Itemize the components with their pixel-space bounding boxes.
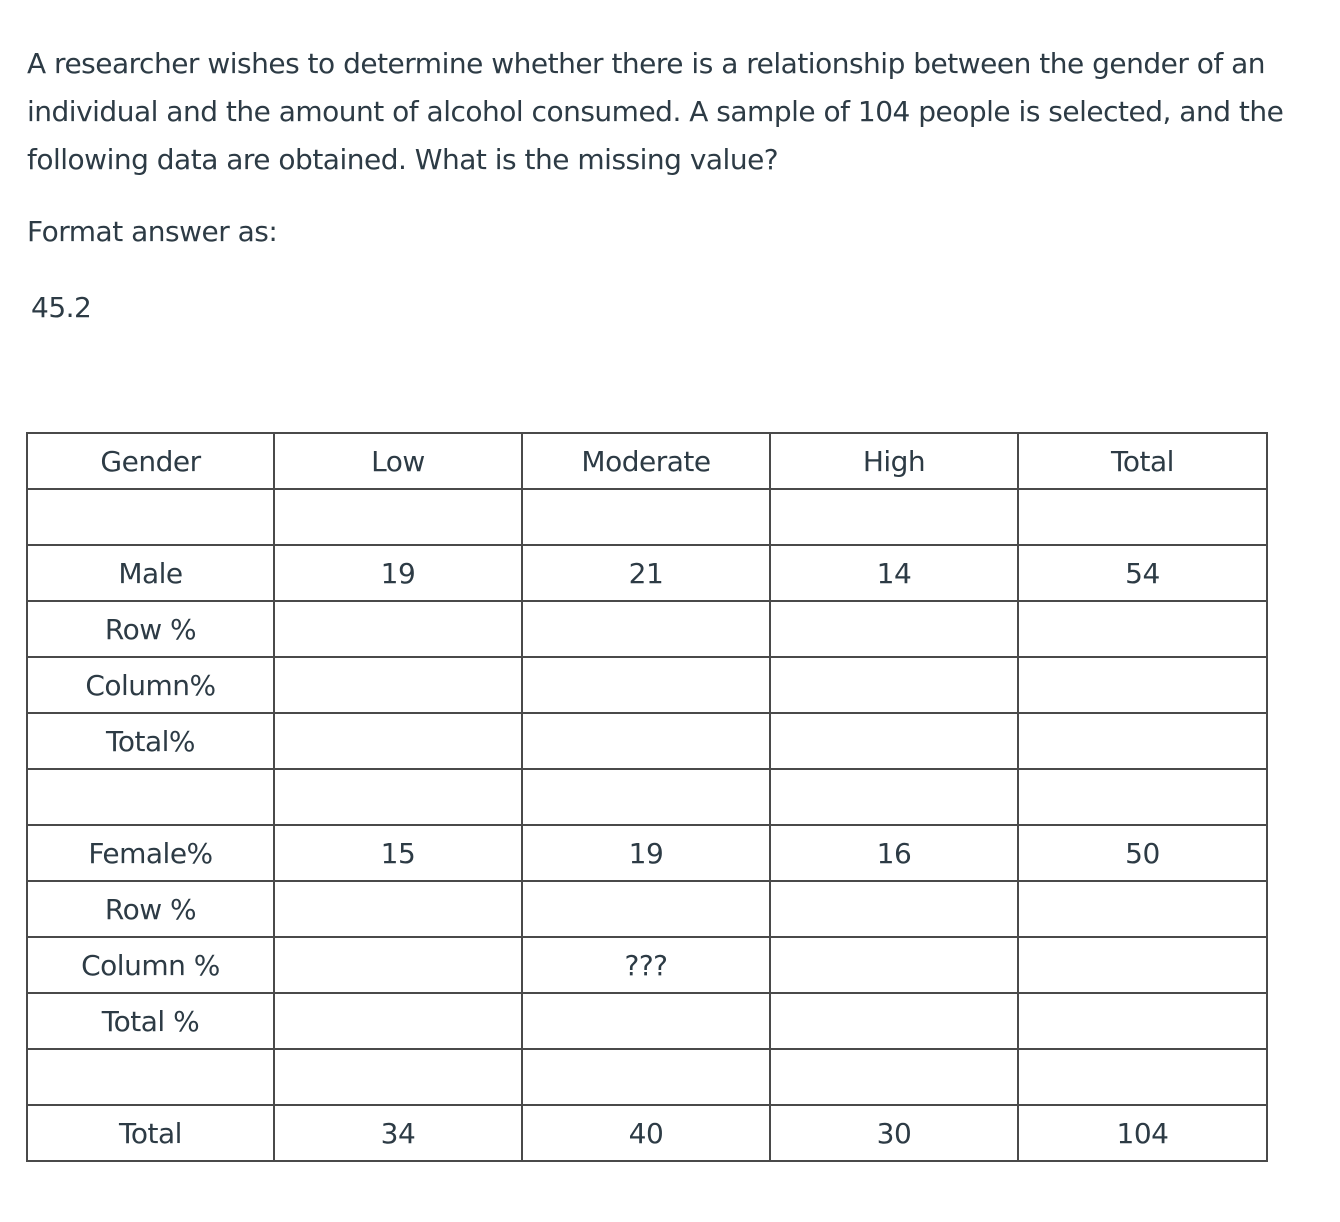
table-cell [522,713,770,769]
table-cell [770,713,1018,769]
table-cell [1018,769,1267,825]
table-cell [770,601,1018,657]
question-text: A researcher wishes to determine whether there is a relationship between the gender of an individual and the amount of alcohol consumed. A sample of 104 people is selected, and the following data are obtained. What is the missing value? [27,47,1284,176]
row-label-cell: Total% [27,713,274,769]
row-label-cell: Row % [27,601,274,657]
table-cell: 16 [770,825,1018,881]
table-cell [770,993,1018,1049]
table-cell [522,489,770,545]
table-cell: 104 [1018,1105,1267,1161]
table-row [27,545,1267,601]
row-label-cell: Total [27,1105,274,1161]
table-cell [274,993,522,1049]
table-cell [1018,713,1267,769]
table-cell [1018,657,1267,713]
table-cell [770,657,1018,713]
table-row [27,825,1267,881]
table-cell [770,937,1018,993]
row-label-cell: Row % [27,881,274,937]
contingency-table [26,432,1268,1162]
table-cell [522,601,770,657]
row-label-cell [27,1049,274,1105]
table-cell [770,769,1018,825]
row-label-cell: Female% [27,825,274,881]
table-cell: 15 [274,825,522,881]
table-cell [522,769,770,825]
row-label-cell [27,489,274,545]
header-gender: Gender [27,433,274,489]
table-cell [274,489,522,545]
table-cell: 19 [274,545,522,601]
format-example: 45.2 [31,291,92,324]
table-cell [1018,1049,1267,1105]
table-cell [274,657,522,713]
table-cell [1018,489,1267,545]
row-label-cell [27,769,274,825]
table-cell [274,601,522,657]
table-row [27,657,1267,713]
table-cell [274,937,522,993]
table-cell [770,881,1018,937]
header-high: High [770,433,1018,489]
table-cell [1018,601,1267,657]
table-cell: 30 [770,1105,1018,1161]
table-cell: 19 [522,825,770,881]
table-cell [274,1049,522,1105]
row-label-cell: Male [27,545,274,601]
table-cell [1018,993,1267,1049]
table-row [27,601,1267,657]
header-total: Total [1018,433,1267,489]
table-row [27,1049,1267,1105]
table-cell [274,713,522,769]
table-cell [522,993,770,1049]
table-cell [1018,881,1267,937]
header-low: Low [274,433,522,489]
header-moderate: Moderate [522,433,770,489]
table-cell [522,1049,770,1105]
table-cell [274,881,522,937]
table-cell: 50 [1018,825,1267,881]
table-row [27,489,1267,545]
table-row [27,993,1267,1049]
row-label-cell: Column% [27,657,274,713]
row-label-cell: Total % [27,993,274,1049]
format-label: Format answer as: [27,215,278,248]
table-row [27,937,1267,993]
table-cell: 21 [522,545,770,601]
table-row [27,881,1267,937]
row-label-cell: Column % [27,937,274,993]
table-cell [1018,937,1267,993]
table-cell: 40 [522,1105,770,1161]
table-cell [770,489,1018,545]
table-cell: ??? [522,937,770,993]
table-body [27,489,1267,1161]
table-row [27,1105,1267,1161]
table-cell: 34 [274,1105,522,1161]
table-cell: 14 [770,545,1018,601]
table-cell [770,1049,1018,1105]
table-cell: 54 [1018,545,1267,601]
table-row [27,713,1267,769]
table-cell [274,769,522,825]
table-cell [522,881,770,937]
table-header-row [27,433,1267,489]
table-cell [522,657,770,713]
table-row [27,769,1267,825]
